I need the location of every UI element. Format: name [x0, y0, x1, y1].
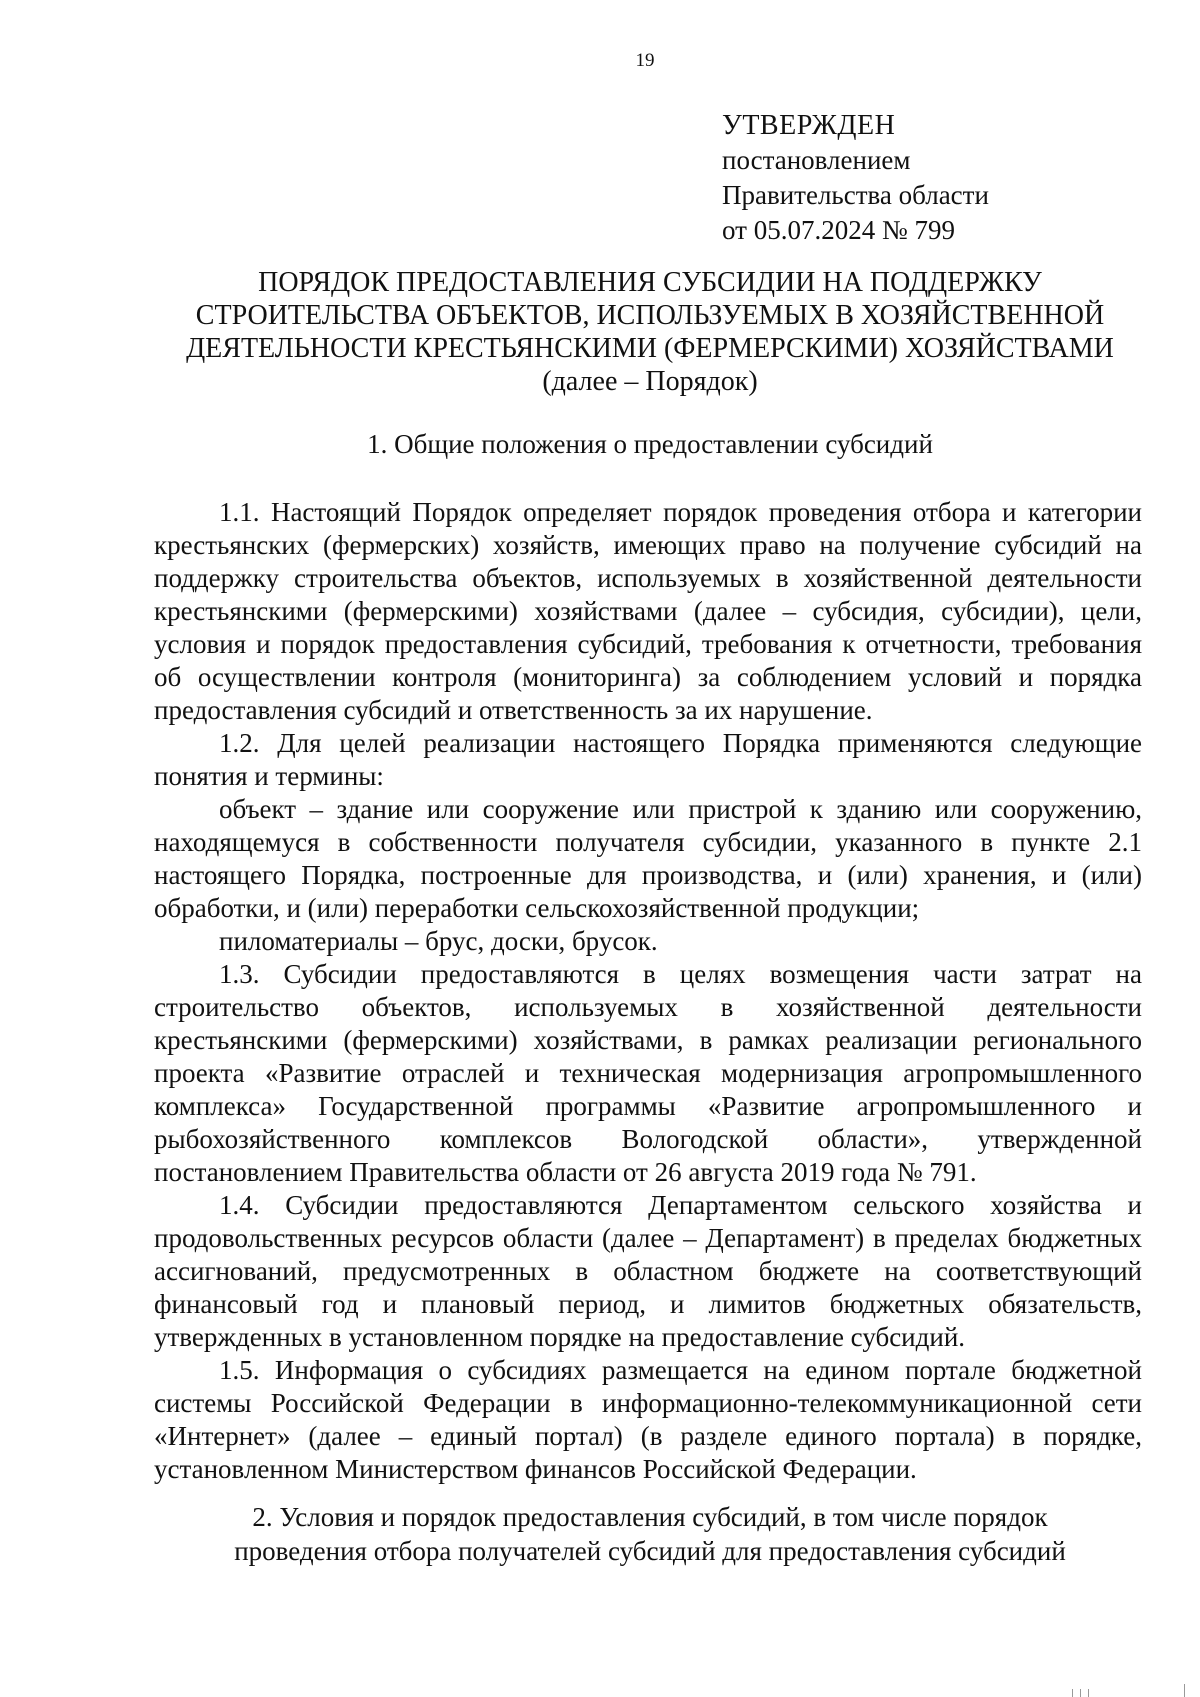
paragraph-1-2: 1.2. Для целей реализации настоящего Порядка применяются следующие понятия и термины: — [154, 728, 1142, 791]
approval-line: от 05.07.2024 № 799 — [722, 215, 955, 245]
scan-artifact — [1080, 1689, 1081, 1697]
approval-stamp — [722, 108, 989, 248]
scan-artifact — [1072, 1689, 1073, 1697]
approval-line: Правительства области — [722, 180, 989, 210]
approval-line: постановлением — [722, 145, 911, 175]
approval-title: УТВЕРЖДЕН — [722, 110, 896, 141]
scan-artifact — [1088, 1689, 1089, 1697]
title-line: ДЕЯТЕЛЬНОСТИ КРЕСТЬЯНСКИМИ (ФЕРМЕРСКИМИ) ХОЗЯЙСТВАМИ — [186, 333, 1114, 364]
section-1-heading: 1. Общие положения о предоставлении субсидий — [367, 429, 933, 459]
title-line: ПОРЯДОК ПРЕДОСТАВЛЕНИЯ СУБСИДИИ НА ПОДДЕРЖКУ — [258, 267, 1042, 298]
paragraph-1-5: 1.5. Информация о субсидиях размещается на едином портале бюджетной системы Российской Федерации в информационно-телекоммуникационной сети «Интернет» (далее – единый портал) (в разделе единого портала) в порядке, установленном Министерством финансов Российской Федерации. — [154, 1355, 1142, 1484]
title-line: СТРОИТЕЛЬСТВА ОБЪЕКТОВ, ИСПОЛЬЗУЕМЫХ В ХОЗЯЙСТВЕННОЙ — [195, 300, 1105, 331]
page-number: 19 — [635, 50, 655, 71]
paragraph-1-3: 1.3. Субсидии предоставляются в целях возмещения части затрат на строительство объектов, используемых в хозяйственной деятельности крестьянскими (фермерскими) хозяйствами, в рамках реализации регионального проекта «Развитие отраслей и техническая модернизация агропромышленного комплекса» Государственной программы «Развитие агропромышленного и рыбохозяйственного комплексов Вологодской области», утвержденной постановлением Правительства области от 26 августа 2019 года № 791. — [154, 959, 1142, 1187]
section-2-heading-line: проведения отбора получателей субсидий для предоставления субсидий — [234, 1536, 1066, 1566]
section-1-body — [154, 496, 1142, 1486]
title-line: (далее – Порядок) — [542, 366, 758, 397]
paragraph-1-1: 1.1. Настоящий Порядок определяет порядок проведения отбора и категории крестьянских (фермерских) хозяйств, имеющих право на получение субсидий на поддержку строительства объектов, используемых в хозяйственной деятельности крестьянскими (фермерскими) хозяйствами (далее – субсидия, субсидии), цели, условия и порядок предоставления субсидий, требования к отчетности, требования об осуществлении контроля (мониторинга) за соблюдением условий и порядка предоставления субсидий и ответственность за их нарушение. — [154, 497, 1142, 725]
definition-lumber: пиломатериалы – брус, доски, брусок. — [219, 926, 658, 956]
paragraph-1-4: 1.4. Субсидии предоставляются Департаментом сельского хозяйства и продовольственных ресурсов области (далее – Департамент) в пределах бюджетных ассигнований, предусмотренных в областном бюджете на соответствующий финансовый год и плановый период, и лимитов бюджетных обязательств, утвержденных в установленном порядке на предоставление субсидий. — [154, 1190, 1142, 1352]
scan-artifact — [1184, 1684, 1185, 1697]
section-2-heading-line: 2. Условия и порядок предоставления субсидий, в том числе порядок — [252, 1502, 1048, 1532]
document-title — [150, 266, 1150, 398]
section-2-heading — [150, 1500, 1150, 1568]
definition-object: объект – здание или сооружение или пристрой к зданию или сооружению, находящемуся в собственности получателя субсидии, указанного в пункте 2.1 настоящего Порядка, построенные для производства, и (или) хранения, и (или) обработки, и (или) переработки сельскохозяйственной продукции; — [154, 794, 1142, 923]
